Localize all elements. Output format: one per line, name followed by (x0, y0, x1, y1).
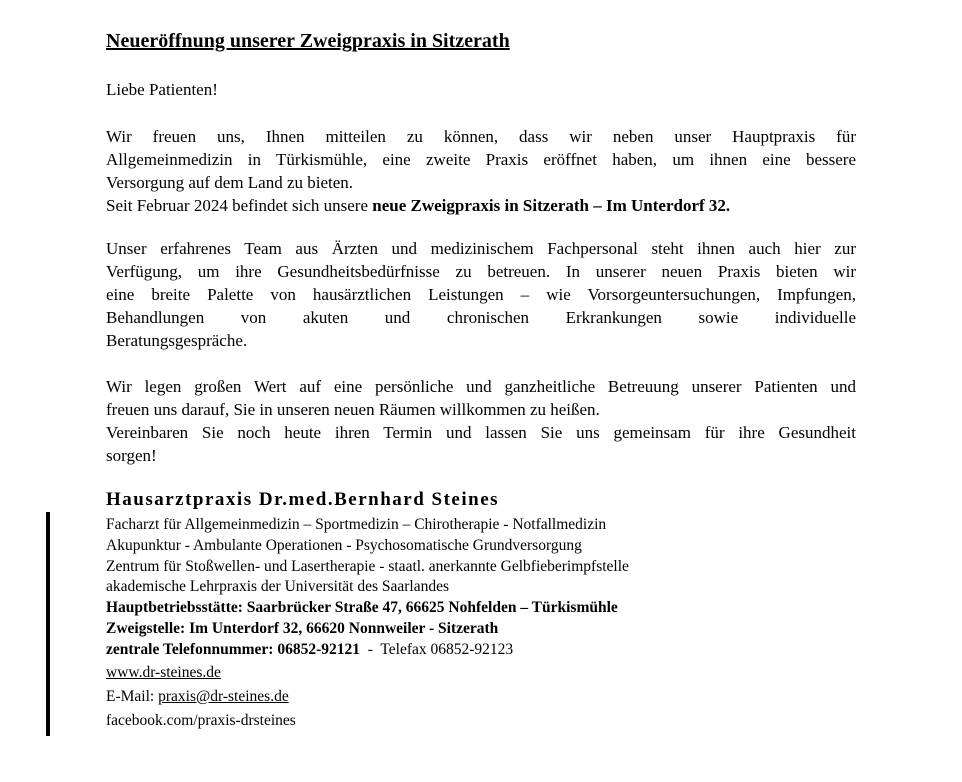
paragraph-line: Vereinbaren Sie noch heute ihren Termin und lassen Sie uns gemeinsam für ihre Gesundheit (106, 423, 856, 442)
paragraph-intro (106, 125, 856, 217)
page-title: Neueröffnung unserer Zweigpraxis in Sitzerath (106, 30, 510, 52)
signature-main-site: Hauptbetriebsstätte: Saarbrücker Straße 47, 66625 Nohfelden – Türkismühle (106, 599, 618, 616)
paragraph-line: Behandlungen von akuten und chronischen Erkrankungen sowie individuelle (106, 308, 856, 327)
paragraph-services (106, 237, 856, 352)
paragraph-line: Allgemeinmedizin in Türkismühle, eine zweite Praxis eröffnet haben, um ihnen eine bessere (106, 150, 856, 169)
practice-name: Hausarztpraxis Dr.med.Bernhard Steines (106, 489, 500, 510)
email-label: E-Mail: (106, 688, 159, 705)
branch-address-highlight: neue Zweigpraxis in Sitzerath – Im Unterdorf 32. (372, 196, 731, 215)
paragraph-line: eine breite Palette von hausärztlichen Leistungen – wie Vorsorgeuntersuchungen, Impfungen, (106, 285, 856, 304)
signature-specialties: Facharzt für Allgemeinmedizin – Sportmedizin – Chirotherapie - Notfallmedizin (106, 516, 607, 533)
signature-email-line (106, 687, 289, 707)
paragraph-line (106, 194, 856, 217)
signature-center: Zentrum für Stoßwellen- und Lasertherapie - staatl. anerkannte Gelbfieberimpfstelle (106, 558, 629, 575)
signature-branch: Zweigstelle: Im Unterdorf 32, 66620 Nonnweiler - Sitzerath (106, 620, 499, 637)
paragraph-line: sorgen! (106, 446, 157, 465)
paragraph-line: freuen uns darauf, Sie in unseren neuen Räumen willkommen zu heißen. (106, 400, 600, 419)
greeting: Liebe Patienten! (106, 80, 218, 99)
paragraph-line: Versorgung auf dem Land zu bieten. (106, 173, 354, 192)
paragraph-line: Wir freuen uns, Ihnen mitteilen zu können, dass wir neben unser Hauptpraxis für (106, 127, 856, 146)
website-link[interactable]: www.dr-steines.de (106, 664, 221, 681)
signature-teaching: akademische Lehrpraxis der Universität des Saarlandes (106, 578, 450, 595)
signature-fax: - Telefax 06852-92123 (360, 641, 514, 658)
branch-intro-text: Seit Februar 2024 befindet sich unsere (106, 196, 373, 215)
signature-services: Akupunktur - Ambulante Operationen - Psychosomatische Grundversorgung (106, 537, 582, 554)
facebook-link[interactable]: facebook.com/praxis-drsteines (106, 712, 296, 729)
paragraph-line: Beratungsgespräche. (106, 331, 248, 350)
paragraph-line: Verfügung, um ihre Gesundheitsbedürfnisse zu betreuen. In unserer neuen Praxis bieten wir (106, 262, 856, 281)
paragraph-line: Wir legen großen Wert auf eine persönliche und ganzheitliche Betreuung unserer Patienten und (106, 377, 856, 396)
paragraph-line: Unser erfahrenes Team aus Ärzten und medizinischem Fachpersonal steht ihnen auch hier zur (106, 239, 856, 258)
signature-divider-bar (46, 512, 50, 736)
signature-contact-line (106, 640, 513, 660)
signature-phone: zentrale Telefonnummer: 06852-92121 (106, 641, 360, 658)
email-link[interactable]: praxis@dr-steines.de (158, 688, 289, 705)
paragraph-closing (106, 375, 856, 467)
signature-website-line (106, 663, 221, 683)
